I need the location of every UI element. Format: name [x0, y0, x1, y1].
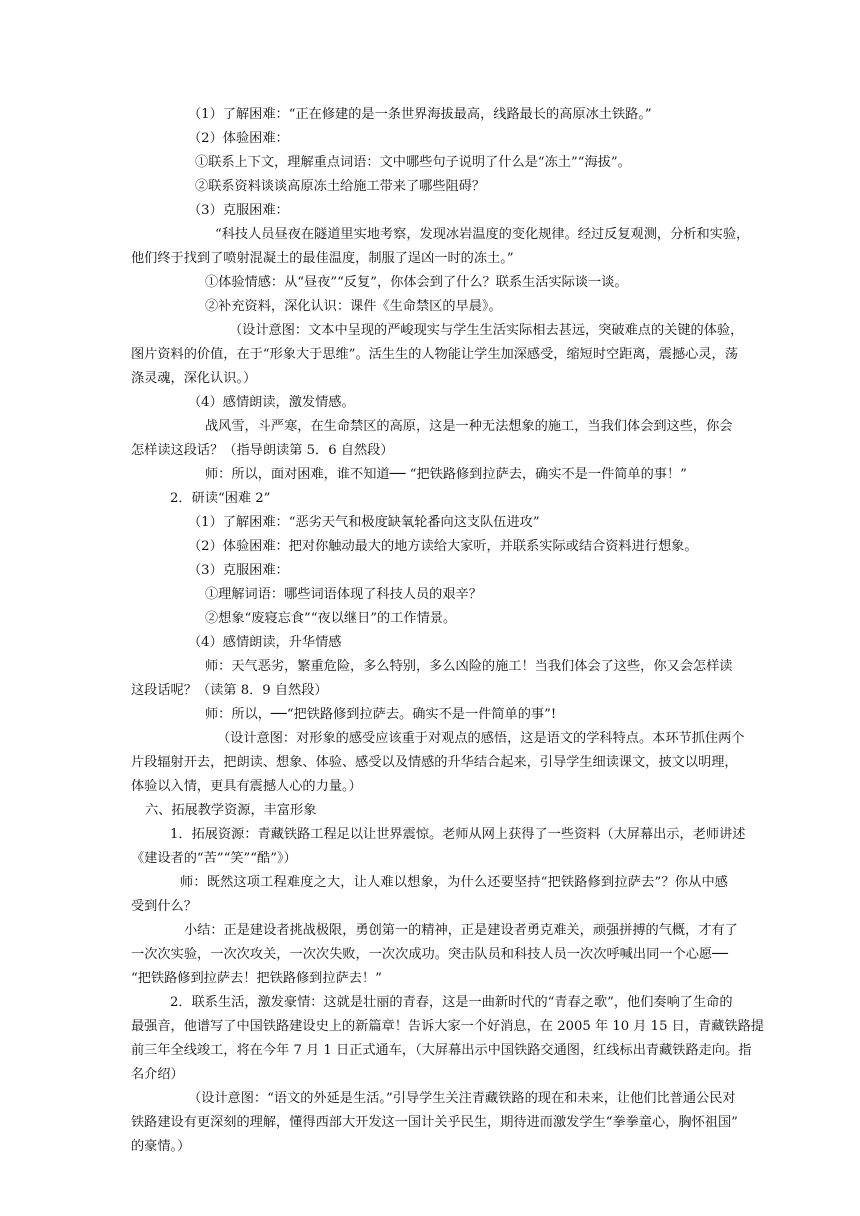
- text-line: ①联系上下文，理解重点词语：文中哪些句子说明了什么是“冻土”“海拔”。: [195, 155, 631, 170]
- text-line: 的豪情。）: [131, 1139, 191, 1154]
- text-line: 师：所以，面对困难，谁不知道── “把铁路修到拉萨去，确实不是一件简单的事！”: [205, 467, 687, 482]
- text-line: 最强音，他谱写了中国铁路建设史上的新篇章！告诉大家一个好消息，在 2005 年 10 月 15 日，青藏铁路提: [131, 1019, 764, 1034]
- text-line: （2）体验困难：把对你触动最大的地方读给大家听，并联系实际或结合资料进行想象。: [188, 539, 698, 554]
- text-line: 涤灵魂，深化认识。）: [131, 371, 257, 386]
- text-line: （4）感情朗读，升华情感: [188, 635, 342, 650]
- text-line: 片段辐射开去，把朗读、想象、体验、感受以及情感的升华结合起来，引导学生细读课文，披文以明理，: [131, 755, 738, 770]
- text-line: 怎样读这段话？（指导朗读第 5．6 自然段）: [131, 443, 394, 458]
- text-line: （设计意图：文本中呈现的严峻现实与学生生活实际相去甚远，突破难点的关键的体验，: [229, 323, 744, 338]
- text-line: 师：既然这项工程难度之大，让人难以想象，为什么还要坚持“把铁路修到拉萨去”？你从中感: [180, 875, 728, 890]
- text-line: 《建设者的“苦”“笑”“酷”》）: [131, 851, 297, 866]
- text-line: 名介绍）: [131, 1067, 184, 1082]
- text-line: 他们终于找到了喷射混凝土的最佳温度，制服了逞凶一时的冻土。”: [131, 251, 514, 266]
- section-heading: 六、拓展教学资源，丰富形象: [145, 803, 317, 818]
- text-line: 图片资料的价值，在于“形象大于思维”。活生生的人物能让学生加深感受，缩短时空距离，震撼心灵，荡: [131, 347, 738, 362]
- text-line: ②想象“废寝忘食”“夜以继日”的工作情景。: [205, 611, 457, 626]
- text-line: （3）克服困难：: [188, 203, 289, 218]
- text-line: （1）了解困难：“正在修建的是一条世界海拔最高，线路最长的高原冰土铁路。”: [188, 107, 652, 122]
- text-line: （1）了解困难：“恶劣天气和极度缺氧轮番向这支队伍进攻”: [188, 515, 540, 530]
- text-line: 铁路建设有更深刻的理解，懂得西部大开发这一国计关乎民生，期待进而激发学生“拳拳童心，胸怀祖国”: [131, 1115, 738, 1130]
- text-line: ②补充资料，深化认识：课件《生命禁区的早晨》。: [205, 299, 502, 314]
- text-line: 小结：正是建设者挑战极限，勇创第一的精神，正是建设者勇克难关，顽强拼搏的气概，才有了: [184, 923, 738, 938]
- text-line: 体验以入情，更具有震撼人心的力量。）: [131, 779, 362, 794]
- text-line: 前三年全线竣工，将在今年 7 月 1 日正式通车，（大屏幕出示中国铁路交通图，红线标出青藏铁路走向。指: [131, 1043, 752, 1058]
- text-line: （2）体验困难：: [188, 131, 289, 146]
- text-line: （3）克服困难：: [188, 563, 289, 578]
- text-line: 2．联系生活，激发豪情：这就是壮丽的青春，这是一曲新时代的“青春之歌”，他们奏响了生命的: [170, 995, 733, 1010]
- text-line: 这段话呢？（读第 8．9 自然段）: [131, 683, 328, 698]
- text-line: 师：所以，──“把铁路修到拉萨去。确实不是一件简单的事”!: [205, 707, 557, 722]
- text-line: 战风雪，斗严寒，在生命禁区的高原，这是一种无法想象的施工，当我们体会到这些，你会: [205, 419, 733, 434]
- text-line: 1．拓展资源：青藏铁路工程足以让世界震惊。老师从网上获得了一些资料（大屏幕出示，老师讲述: [170, 827, 746, 842]
- text-line: ②联系资料谈谈高原冻土给施工带来了哪些阻碍？: [195, 179, 486, 194]
- text-line: 一次次实验，一次次攻关，一次次失败，一次次成功。突击队员和科技人员一次次呼喊出同一个心愿──: [131, 947, 728, 962]
- text-line: “把铁路修到拉萨去！把铁路修到拉萨去！”: [131, 971, 382, 986]
- text-line: ①理解词语：哪些词语体现了科技人员的艰辛？: [205, 587, 482, 602]
- text-line: 2．研读“困难 2”: [170, 491, 271, 506]
- text-line: （4）感情朗读，激发情感。: [188, 395, 355, 410]
- text-line: ①体验情感：从“昼夜”“反复”，你体会到了什么？联系生活实际谈一谈。: [205, 275, 628, 290]
- text-line: “科技人员昼夜在隧道里实地考察，发现冰岩温度的变化规律。经过反复观测，分析和实验，: [215, 227, 750, 242]
- text-line: 受到什么？: [131, 899, 197, 914]
- text-line: （设计意图：对形象的感受应该重于对观点的感悟，这是语文的学科特点。本环节抓住两个: [217, 731, 745, 746]
- text-line: （设计意图：“语文的外延是生活。”引导学生关注青藏铁路的现在和未来，让他们比普通公民对: [188, 1091, 736, 1106]
- text-line: 师：天气恶劣，繁重危险，多么特别，多么凶险的施工！当我们体会了这些，你又会怎样读: [205, 659, 733, 674]
